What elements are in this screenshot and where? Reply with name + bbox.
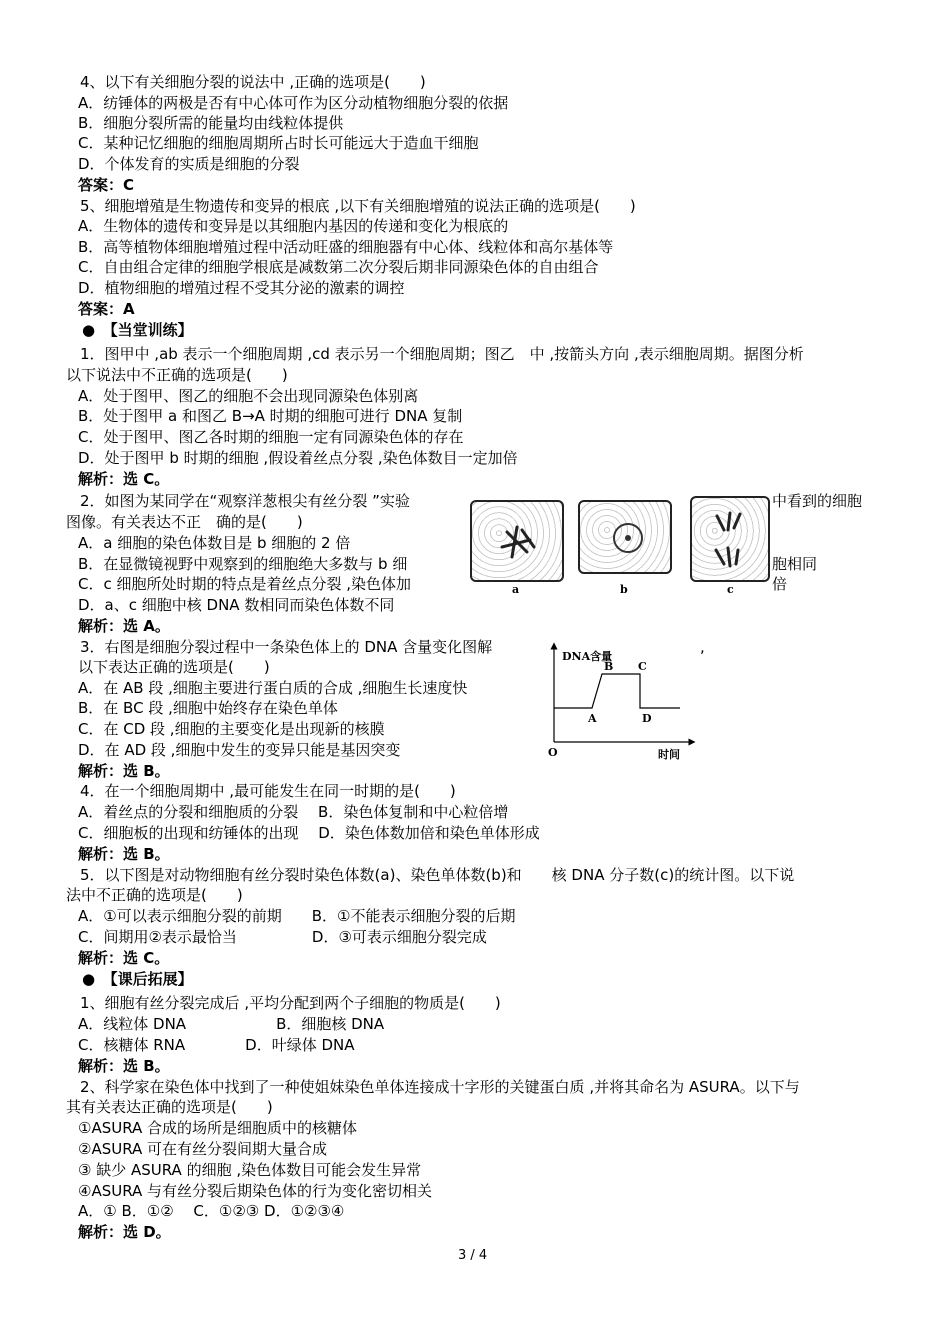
practice-q2-option-c: C．c 细胞所处时期的特点是着丝点分裂 ,染色体加 (78, 575, 412, 593)
section-heading-extension: ● 【课后拓展】 (82, 970, 193, 988)
q5-option-d: D．植物细胞的增殖过程不受其分泌的激素的调控 (78, 279, 405, 297)
q5-option-a: A．生物体的遗传和变异是以其细胞内基因的传递和变化为根底的 (78, 217, 509, 235)
point-label-a: A (588, 712, 597, 725)
practice-q2-answer: 解析：选 A。 (78, 617, 170, 635)
origin-label: O (548, 746, 558, 759)
cell-label-a: a (512, 583, 520, 596)
q4-option-d: D．个体发育的实质是细胞的分裂 (78, 155, 300, 173)
extension-q2-statement-2: ②ASURA 可在有丝分裂间期大量合成 (78, 1140, 328, 1158)
practice-q2-option-b: B．在显微镜视野中观察到的细胞绝大多数与 b 细 (78, 555, 408, 573)
q5-option-c: C．自由组合定律的细胞学根底是减数第二次分裂后期非同源染色体的自由组合 (78, 258, 599, 276)
practice-q3-stem-cont: 以下表达正确的选项是( ) (78, 658, 270, 676)
practice-q5-answer: 解析：选 C。 (78, 949, 170, 967)
chromosome-cluster-icon (472, 502, 562, 580)
practice-q1-option-a: A．处于图甲、图乙的细胞不会出现同源染色体别离 (78, 387, 419, 405)
extension-q1-stem: 1、细胞有丝分裂完成后 ,平均分配到两个子细胞的物质是( ) (80, 994, 501, 1012)
practice-q1-stem-cont: 以下说法中不正确的选项是( ) (66, 366, 288, 384)
q4-stem: 4、以下有关细胞分裂的说法中 ,正确的选项是( ) (80, 73, 426, 91)
practice-q3-option-a: A．在 AB 段 ,细胞主要进行蛋白质的合成 ,细胞生长速度快 (78, 679, 468, 697)
cell-label-c: c (727, 583, 734, 596)
answer-label: 答案：A (78, 300, 135, 318)
cell-image-b (578, 500, 672, 574)
practice-q5-options-cd: C．间期用②表示最恰当 D．③可表示细胞分裂完成 (78, 928, 487, 946)
practice-q3-comma: , (700, 638, 705, 656)
extension-q2-statement-1: ①ASURA 合成的场所是细胞质中的核糖体 (78, 1119, 358, 1137)
cell-image-a (470, 500, 564, 582)
extension-q2-stem-cont: 其有关表达正确的选项是( ) (66, 1098, 273, 1116)
extension-q1-options-cd: C．核糖体 RNA D．叶绿体 DNA (78, 1036, 355, 1054)
point-label-b: B (604, 660, 614, 673)
q4-option-b: B．细胞分裂所需的能量均由线粒体提供 (78, 114, 344, 132)
practice-q4-stem: 4．在一个细胞周期中 ,最可能发生在同一时期的是( ) (80, 782, 456, 800)
practice-q2-stem: 2．如图为某同学在“观察洋葱根尖有丝分裂 ”实验 (80, 492, 410, 510)
practice-q2-option-b-right: 胞相同 (772, 555, 818, 573)
practice-q3-option-d: D．在 AD 段 ,细胞中发生的变异只能是基因突变 (78, 741, 401, 759)
cell-image-c (690, 496, 770, 582)
practice-q3-stem: 3．右图是细胞分裂过程中一条染色体上的 DNA 含量变化图解 (80, 638, 493, 656)
page-number: 3 / 4 (458, 1248, 488, 1263)
practice-q2-option-c-right: 倍 (772, 575, 788, 593)
practice-q5-stem: 5．以下图是对动物细胞有丝分裂时染色体数(a)、染色单体数(b)和 核 DNA 分子数(c)的统计图。以下说 (80, 866, 795, 884)
extension-q1-answer: 解析：选 B。 (78, 1057, 170, 1075)
practice-q4-answer: 解析：选 B。 (78, 845, 170, 863)
answer-label: 答案：C (78, 176, 135, 194)
extension-q2-statement-4: ④ASURA 与有丝分裂后期染色体的行为变化密切相关 (78, 1182, 433, 1200)
dna-content-graph (540, 640, 700, 770)
dna-series-line (554, 674, 680, 708)
extension-q2-answer: 解析：选 D。 (78, 1223, 171, 1241)
extension-q2-stem: 2、科学家在染色体中找到了一种使姐妹染色单体连接成十字形的关键蛋白质 ,并将其命名为 ASURA。以下与 (80, 1078, 800, 1096)
extension-q2-options: A．① B．①② C．①②③ D．①②③④ (78, 1202, 345, 1220)
section-heading-practice: ● 【当堂训练】 (82, 321, 193, 339)
practice-q3-option-b: B．在 BC 段 ,细胞中始终存在染色单体 (78, 699, 338, 717)
practice-q4-options-ab: A．着丝点的分裂和细胞质的分裂 B．染色体复制和中心粒倍增 (78, 803, 509, 821)
q4-option-c: C．某种记忆细胞的细胞周期所占时长可能远大于造血干细胞 (78, 134, 479, 152)
practice-q5-stem-cont: 法中不正确的选项是( ) (66, 886, 243, 904)
q5-option-b: B．高等植物体细胞增殖过程中活动旺盛的细胞器有中心体、线粒体和高尔基体等 (78, 238, 614, 256)
practice-q3-option-c: C．在 CD 段 ,细胞的主要变化是出现新的核膜 (78, 720, 385, 738)
practice-q1-answer: 解析：选 C。 (78, 470, 170, 488)
practice-q1-option-b: B．处于图甲 a 和图乙 B→A 时期的细胞可进行 DNA 复制 (78, 407, 463, 425)
y-axis-label: DNA含量 (562, 650, 613, 663)
practice-q4-options-cd: C．细胞板的出现和纺锤体的出现 D．染色体数加倍和染色单体形成 (78, 824, 540, 842)
practice-q3-answer: 解析：选 B。 (78, 762, 170, 780)
practice-q2-option-a: A．a 细胞的染色体数目是 b 细胞的 2 倍 (78, 534, 351, 552)
x-axis-label: 时间 (658, 748, 680, 761)
nucleus-icon (580, 502, 670, 572)
q5-stem: 5、细胞增殖是生物遗传和变异的根底 ,以下有关细胞增殖的说法正确的选项是( ) (80, 197, 636, 215)
practice-q2-stem-cont: 图像。有关表达不正 确的是( ) (66, 513, 303, 531)
extension-q2-statement-3: ③ 缺少 ASURA 的细胞 ,染色体数目可能会发生异常 (78, 1161, 422, 1179)
cell-label-b: b (620, 583, 628, 596)
practice-q2-stem-right: 中看到的细胞 (772, 492, 863, 510)
practice-q1-option-d: D．处于图甲 b 时期的细胞 ,假设着丝点分裂 ,染色体数目一定加倍 (78, 449, 518, 467)
point-label-c: C (638, 660, 647, 673)
practice-q1-stem: 1．图甲中 ,ab 表示一个细胞周期 ,cd 表示另一个细胞周期；图乙 中 ,按箭头方向 ,表示细胞周期。据图分析 (80, 345, 804, 363)
practice-q1-option-c: C．处于图甲、图乙各时期的细胞一定有同源染色体的存在 (78, 428, 464, 446)
practice-q5-options-ab: A．①可以表示细胞分裂的前期 B．①不能表示细胞分裂的后期 (78, 907, 516, 925)
separating-chromosomes-icon (692, 498, 768, 580)
q4-option-a: A．纺锤体的两极是否有中心体可作为区分动植物细胞分裂的依据 (78, 94, 509, 112)
practice-q2-option-d: D．a、c 细胞中核 DNA 数相同而染色体数不同 (78, 596, 395, 614)
point-label-d: D (642, 712, 652, 725)
extension-q1-options-ab: A．线粒体 DNA B．细胞核 DNA (78, 1015, 385, 1033)
